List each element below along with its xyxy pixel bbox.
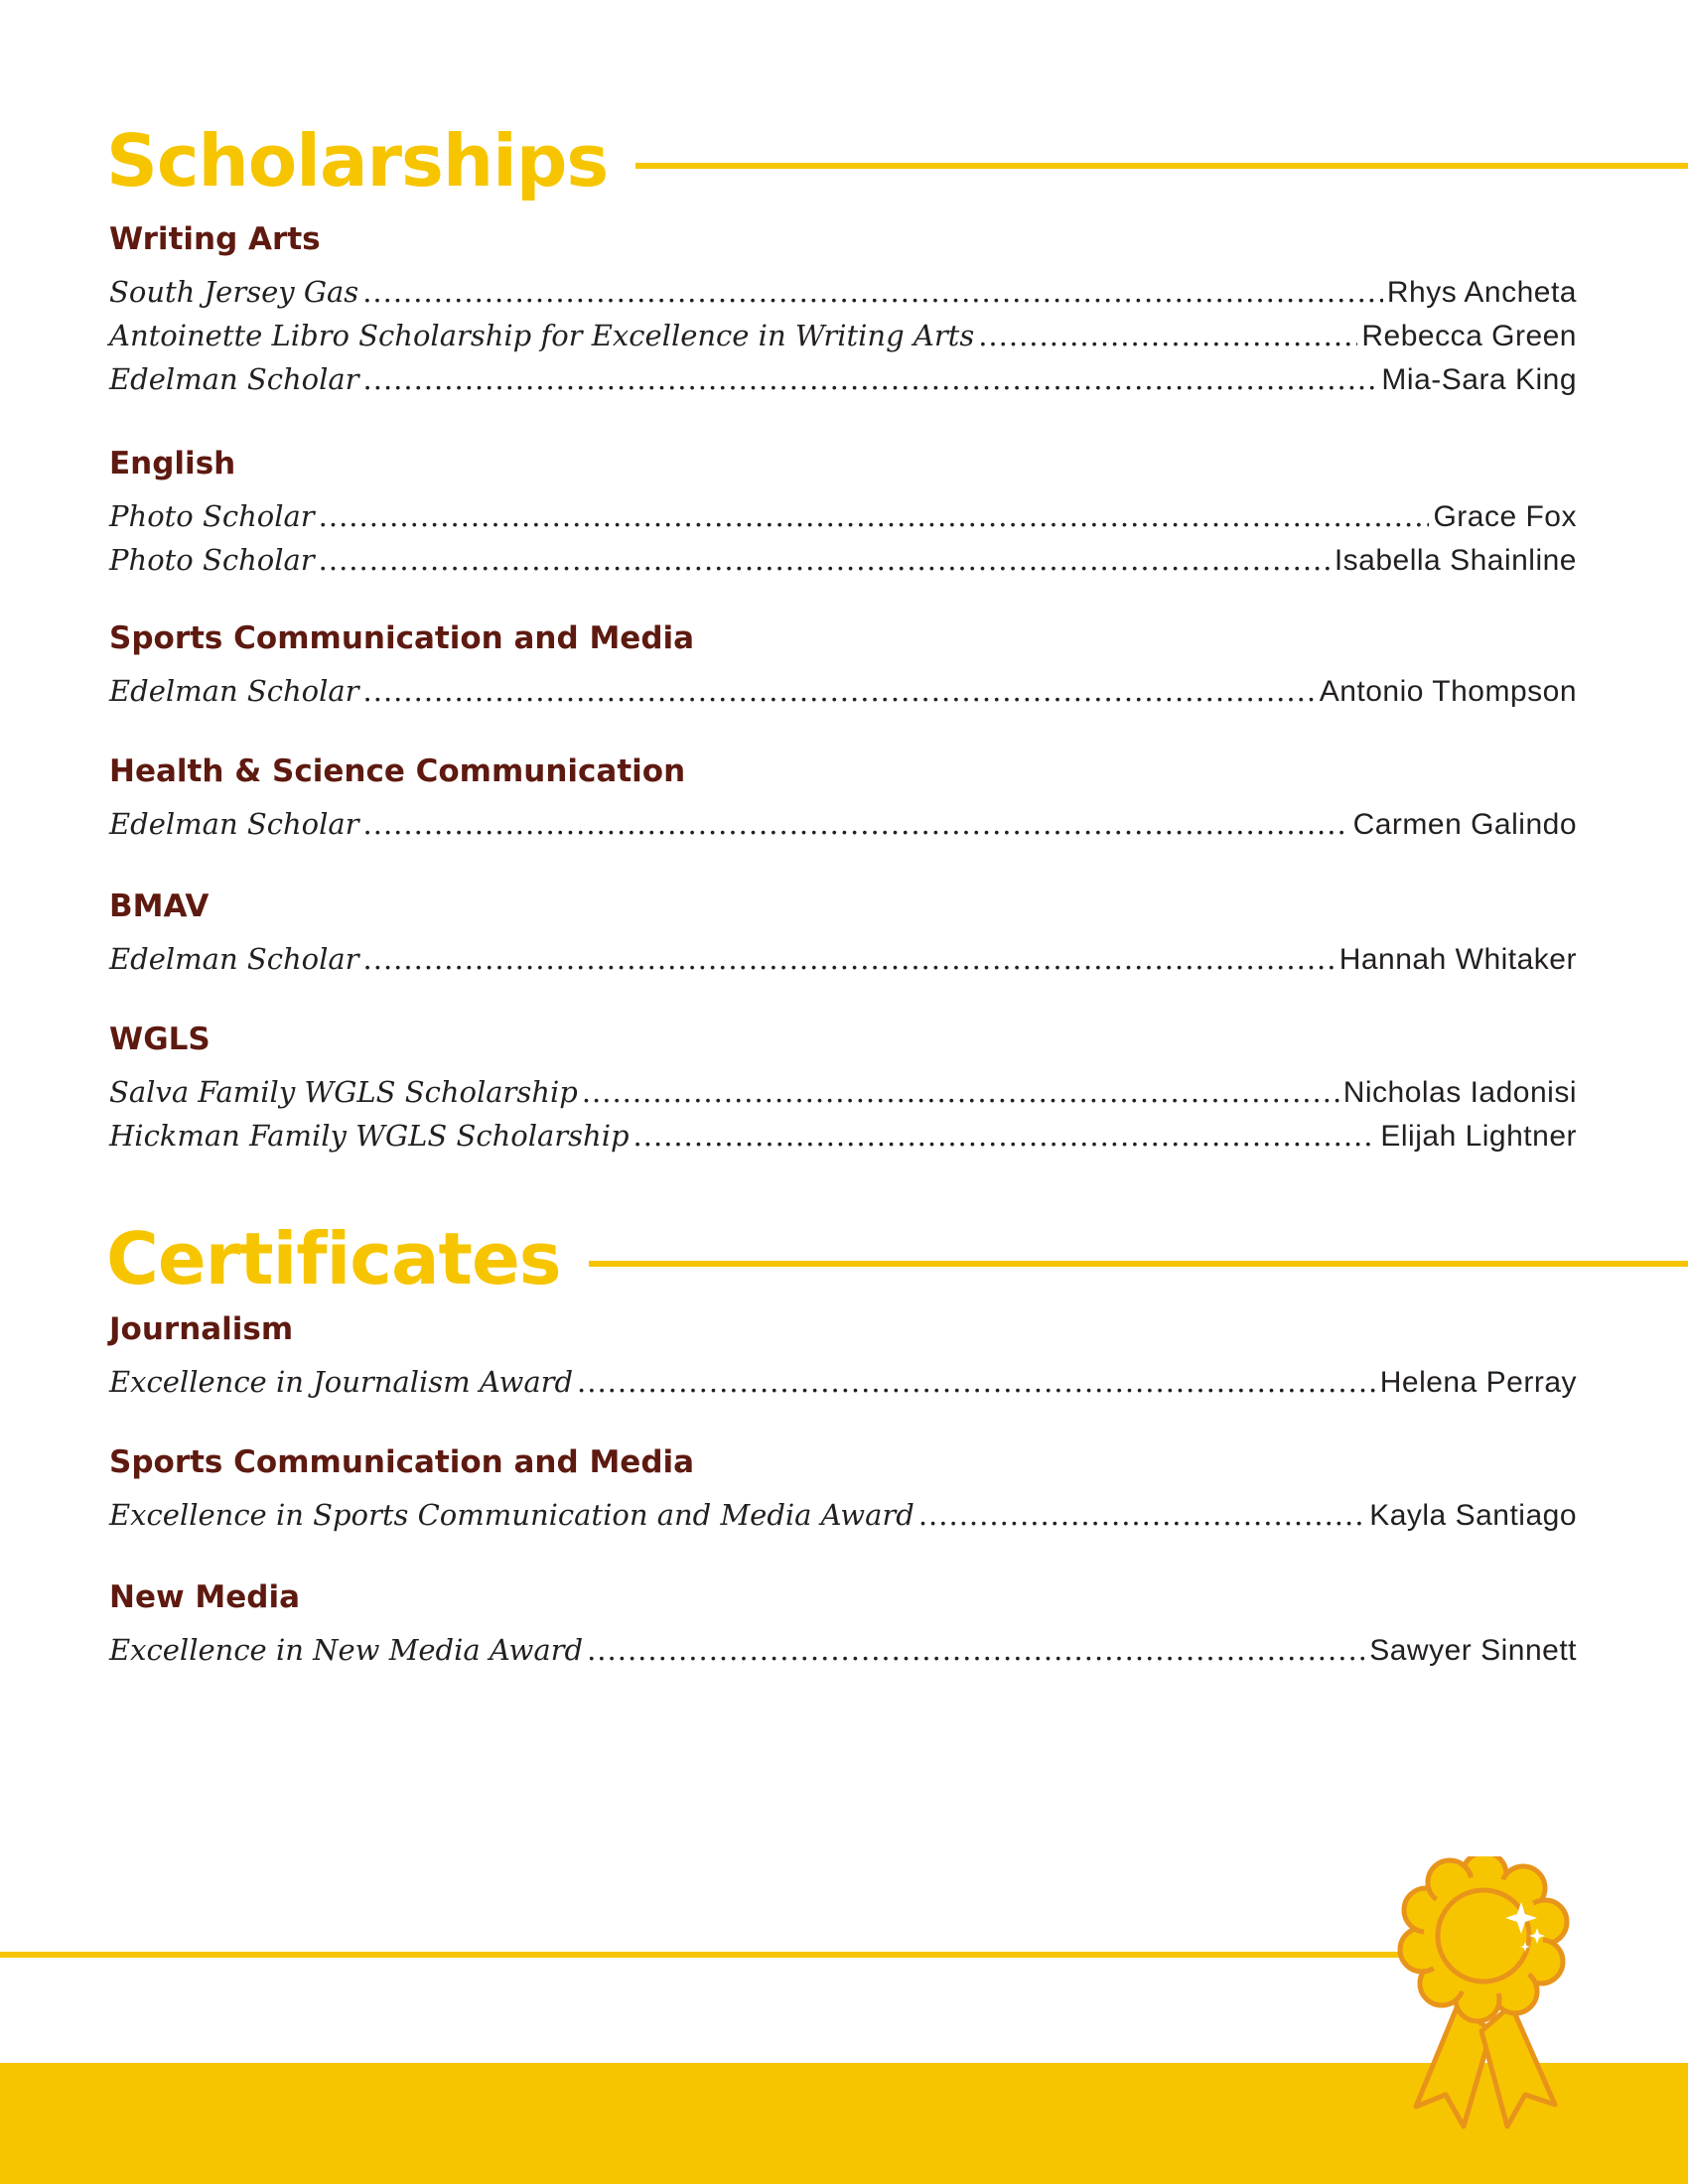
recipient-name: Grace Fox [1433, 500, 1577, 533]
group-english [109, 446, 1577, 582]
list-item [109, 1070, 1577, 1114]
group-heading: Journalism [109, 1311, 294, 1347]
dot-leader [363, 937, 1336, 981]
award-title: Photo Scholar [109, 499, 315, 533]
list-item [109, 1493, 1577, 1537]
group-heading: Health & Science Communication [109, 753, 686, 789]
certificates-title-row [106, 1217, 1688, 1300]
ribbon-tail-right [1481, 2005, 1555, 2126]
recipient-name: Kayla Santiago [1369, 1499, 1577, 1532]
award-ribbon-icon [1380, 1856, 1599, 2154]
dot-leader [363, 802, 1349, 846]
recipient-name: Rhys Ancheta [1386, 276, 1577, 309]
group-heading: BMAV [109, 888, 210, 924]
award-title: Excellence in Journalism Award [109, 1365, 574, 1399]
award-title: Edelman Scholar [109, 362, 359, 396]
list-item [109, 937, 1577, 981]
list-item [109, 669, 1577, 713]
award-title: Edelman Scholar [109, 807, 359, 841]
award-title: South Jersey Gas [109, 275, 359, 309]
group-health-science [109, 753, 1577, 846]
recipient-name: Isabella Shainline [1334, 544, 1577, 577]
group-heading: Writing Arts [109, 221, 321, 257]
dot-leader [363, 357, 1378, 401]
group-wgls [109, 1024, 1577, 1158]
group-sports-communication-certificate [109, 1444, 1577, 1537]
scholarships-title-row [106, 119, 1688, 203]
group-heading: WGLS [109, 1022, 211, 1057]
list-item [109, 494, 1577, 538]
dot-leader [918, 1493, 1365, 1537]
group-bmav [109, 888, 1577, 981]
certificates-rule [589, 1261, 1688, 1267]
group-heading: Sports Communication and Media [109, 1444, 695, 1480]
dot-leader [587, 1628, 1365, 1672]
group-heading: English [109, 446, 236, 481]
group-new-media [109, 1579, 1577, 1672]
recipient-name: Sawyer Sinnett [1369, 1634, 1577, 1667]
recipient-name: Carmen Galindo [1352, 808, 1577, 841]
list-item [109, 538, 1577, 582]
list-item [109, 1360, 1577, 1404]
award-title: Hickman Family WGLS Scholarship [109, 1119, 630, 1153]
recipient-name: Elijah Lightner [1380, 1120, 1577, 1153]
group-journalism [109, 1311, 1577, 1404]
dot-leader [363, 669, 1316, 713]
list-item [109, 357, 1577, 401]
award-title: Excellence in New Media Award [109, 1633, 584, 1667]
dot-leader [633, 1114, 1377, 1158]
scholarships-rule [635, 163, 1688, 169]
dot-leader [362, 270, 1383, 314]
list-item [109, 802, 1577, 846]
award-title: Excellence in Sports Communication and Media Award [109, 1498, 914, 1532]
list-item [109, 1628, 1577, 1672]
footer-rule [0, 1952, 1410, 1958]
dot-leader [577, 1360, 1376, 1404]
group-heading: New Media [109, 1579, 301, 1615]
group-writing-arts [109, 221, 1577, 401]
recipient-name: Mia-Sara King [1381, 363, 1577, 396]
dot-leader [319, 494, 1430, 538]
recipient-name: Hannah Whitaker [1338, 943, 1577, 976]
group-heading: Sports Communication and Media [109, 620, 695, 656]
group-sports-communication [109, 620, 1577, 713]
recipient-name: Nicholas Iadonisi [1342, 1076, 1577, 1109]
award-title: Edelman Scholar [109, 674, 359, 708]
certificates-title: Certificates [106, 1217, 561, 1300]
list-item [109, 1114, 1577, 1158]
award-title: Photo Scholar [109, 543, 315, 577]
recipient-name: Helena Perray [1379, 1366, 1577, 1399]
scholarships-title: Scholarships [106, 119, 609, 203]
dot-leader [582, 1070, 1339, 1114]
dot-leader [978, 314, 1357, 357]
dot-leader [319, 538, 1331, 582]
list-item [109, 270, 1577, 314]
award-title: Antoinette Libro Scholarship for Excellence in Writing Arts [109, 319, 975, 352]
award-title: Salva Family WGLS Scholarship [109, 1075, 578, 1109]
award-title: Edelman Scholar [109, 942, 359, 976]
rosette [1400, 1856, 1567, 2021]
recipient-name: Antonio Thompson [1319, 675, 1577, 708]
recipient-name: Rebecca Green [1361, 320, 1577, 352]
list-item [109, 314, 1577, 357]
